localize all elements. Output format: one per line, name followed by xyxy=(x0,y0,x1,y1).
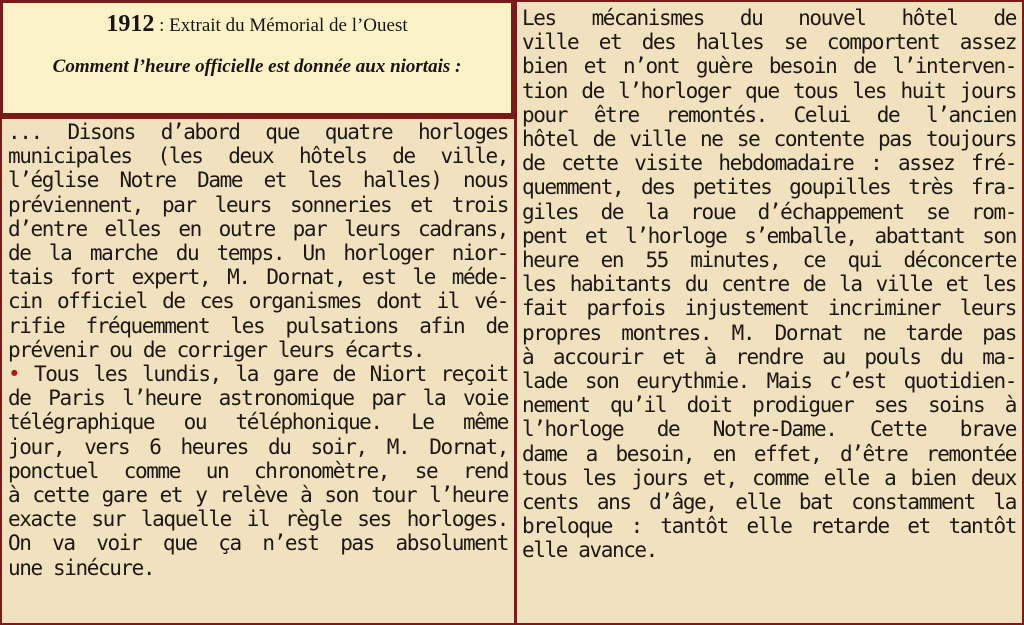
header-divider xyxy=(0,116,514,119)
text-line: de la marche du temps. Un horloger nior- xyxy=(8,241,508,266)
text-line: à cette gare et y relève à son tour l’heure xyxy=(8,483,508,508)
text-line: télégraphique ou téléphonique. Le même xyxy=(8,410,508,435)
text-line: cents ans d’âge, elle bat constamment la xyxy=(522,490,1016,515)
text-line: l’église Notre Dame et les halles) nous xyxy=(8,168,508,193)
text-line-content: Tous les lundis, la gare de Niort reçoit xyxy=(33,362,508,387)
text-line: ville et des halles se comportent assez xyxy=(522,30,1016,55)
bullet-icon: • xyxy=(8,362,20,387)
text-line: pour être remontés. Celui de l’ancien xyxy=(522,102,1016,127)
text-line: tous les jours et, comme elle a bien deux xyxy=(522,465,1016,490)
year-label: 1912 xyxy=(106,11,155,37)
text-line: cin officiel de ces organismes dont il vé- xyxy=(8,289,508,314)
subtitle: Comment l’heure officielle est donnée aux niortais : xyxy=(52,56,462,77)
source-label: : Extrait du Mémorial de l’Ouest xyxy=(154,15,408,36)
text-line: municipales (les deux hôtels de ville, xyxy=(8,144,508,169)
column-divider xyxy=(514,0,517,625)
text-line: ... Disons d’abord que quatre horloges xyxy=(8,120,508,144)
text-line: prévenir ou de corriger leurs écarts. xyxy=(8,337,424,362)
text-line: Les mécanismes du nouvel hôtel de xyxy=(522,6,1016,30)
text-line: fait parfois injustement incriminer leurs xyxy=(522,296,1016,321)
text-line: nement qu’il doit prodiguer ses soins à xyxy=(522,393,1016,418)
left-column-text xyxy=(8,120,508,580)
text-line: pent et l’horloge s’emballe, abattant son xyxy=(522,223,1016,248)
text-line: tais fort expert, M. Dornat, est le méde- xyxy=(8,265,508,290)
text-line: les habitants du centre de la ville et les xyxy=(522,272,1016,297)
text-line: de cette visite hebdomadaire : assez fré- xyxy=(522,151,1016,176)
text-line: heure en 55 minutes, ce qui déconcerte xyxy=(522,248,1016,273)
text-line: tion de l’horloger que tous les huit jours xyxy=(522,78,1016,103)
text-line: dame a besoin, en effet, d’être remontée xyxy=(522,441,1016,466)
text-line: exacte sur laquelle il règle ses horloges. xyxy=(8,507,508,532)
title-line xyxy=(3,11,511,38)
text-line-with-bullet xyxy=(8,362,508,386)
text-line: une sinécure. xyxy=(8,555,155,580)
text-line: à accourir et à rendre au pouls du ma- xyxy=(522,344,1016,369)
right-column-text xyxy=(522,6,1016,563)
text-line: ponctuel comme un chronomètre, se rend xyxy=(8,458,508,483)
title-box xyxy=(0,0,514,116)
text-line: giles de la roue d’échappement se rom- xyxy=(522,199,1016,224)
text-line: jour, vers 6 heures du soir, M. Dornat, xyxy=(8,434,508,459)
text-line: lade son eurythmie. Mais c’est quotidien- xyxy=(522,369,1016,394)
text-line: elle avance. xyxy=(522,538,657,563)
text-line: breloque : tantôt elle retarde et tantôt xyxy=(522,514,1016,539)
text-line: l’horloge de Notre-Dame. Cette brave xyxy=(522,417,1016,442)
text-line: quemment, des petites goupilles très fra- xyxy=(522,175,1016,200)
text-line: de Paris l’heure astronomique par la voie xyxy=(8,386,508,411)
text-line: d’entre elles en outre par leurs cadrans, xyxy=(8,216,508,241)
text-line: bien et n’ont guère besoin de l’interven- xyxy=(522,54,1016,79)
text-line: rifie fréquemment les pulsations afin de xyxy=(8,313,508,338)
text-line: préviennent, par leurs sonneries et trois xyxy=(8,192,508,217)
text-line: hôtel de ville ne se contente pas toujours xyxy=(522,127,1016,152)
text-line: On va voir que ça n’est pas absolument xyxy=(8,531,508,556)
text-line: propres montres. M. Dornat ne tarde pas xyxy=(522,320,1016,345)
